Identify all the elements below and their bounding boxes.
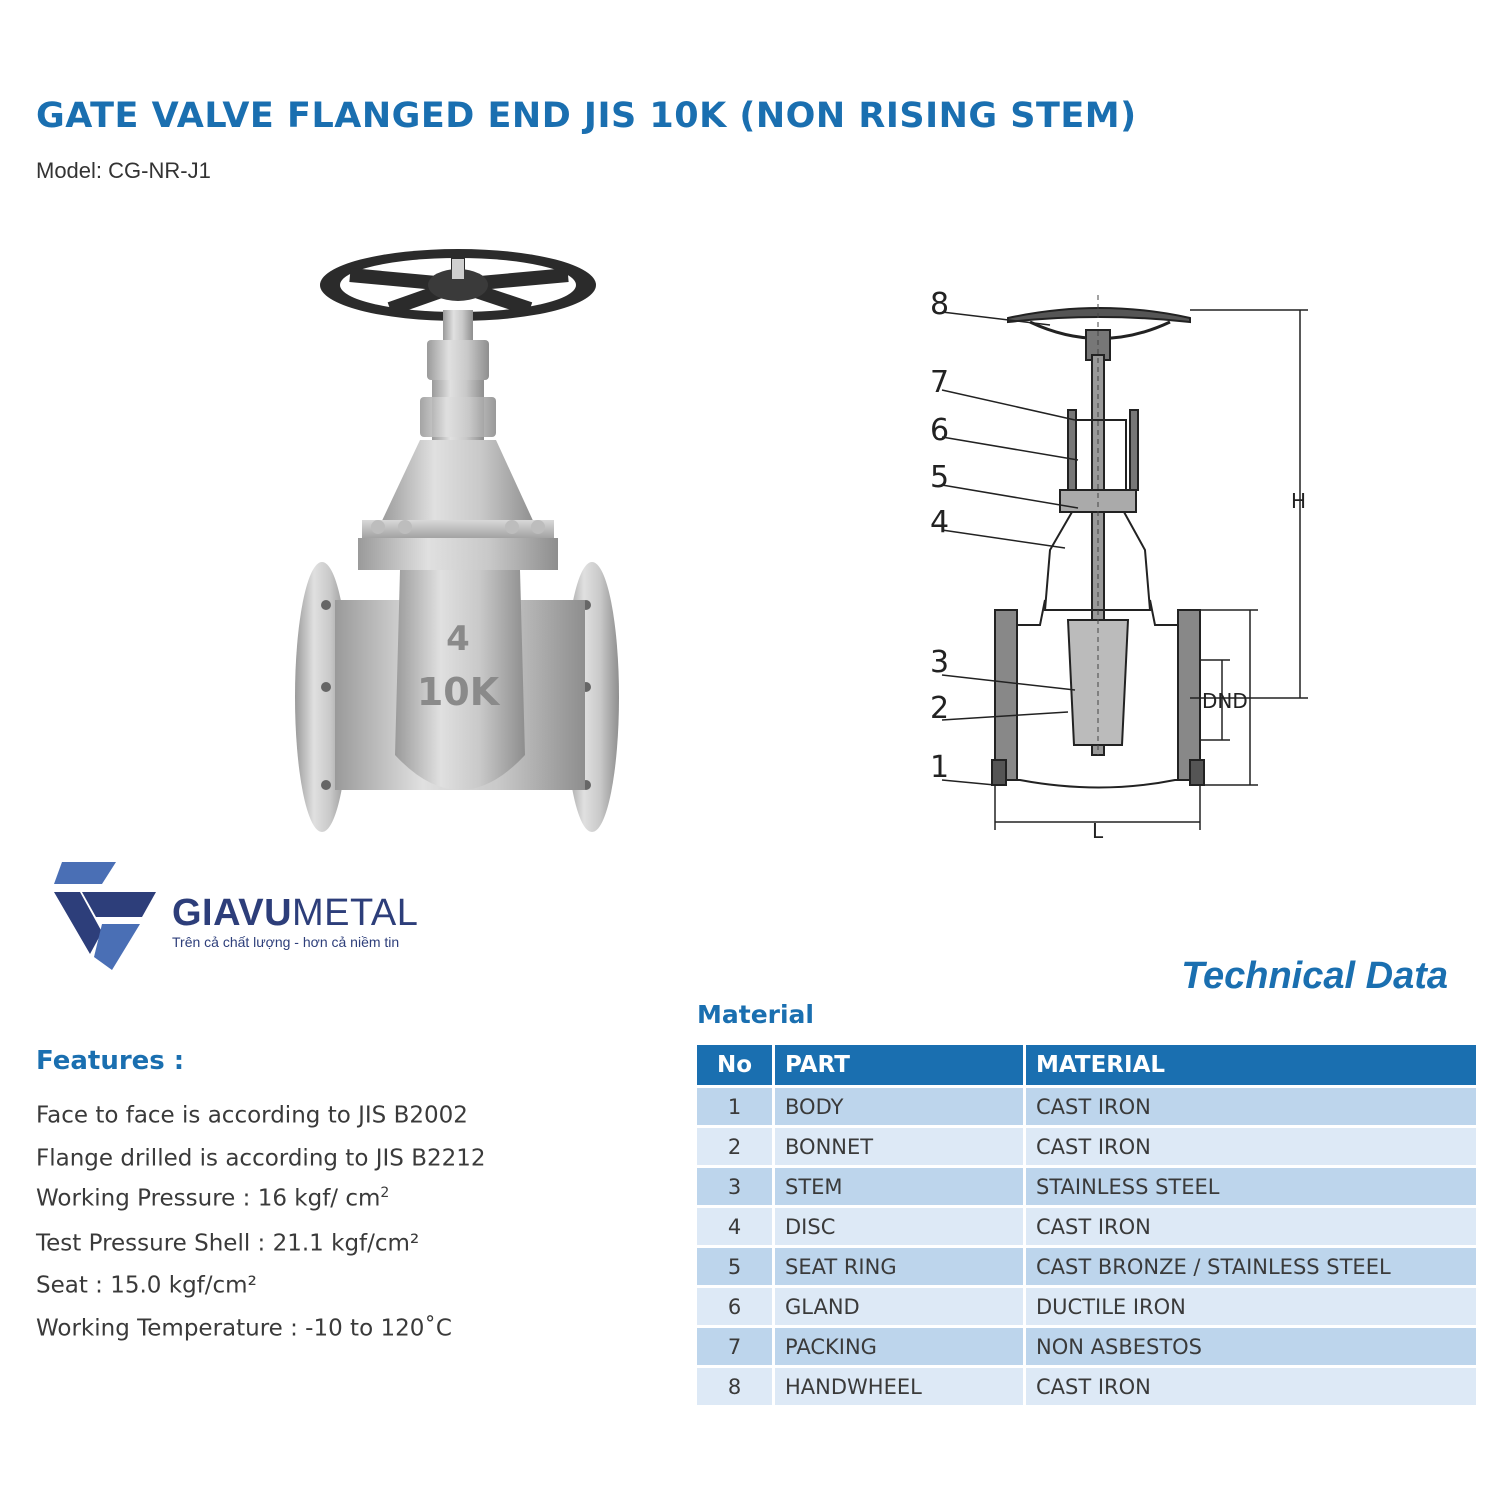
cell-part: PACKING: [775, 1328, 1026, 1368]
material-table: [697, 1045, 1476, 1408]
cell-no: 7: [697, 1328, 775, 1368]
part-number-label: 2: [930, 691, 950, 726]
cell-part: SEAT RING: [775, 1248, 1026, 1288]
feature-item: Working Pressure : 16 kgf/ $cm^2$: [36, 1185, 390, 1212]
cell-material: DUCTILE IRON: [1026, 1288, 1476, 1328]
cell-material: NON ASBESTOS: [1026, 1328, 1476, 1368]
part-number-label: 6: [930, 413, 950, 448]
part-number-label: 1: [930, 750, 950, 785]
cell-part: DISC: [775, 1208, 1026, 1248]
feature-item: Working Temperature : -10 to 120˚C: [36, 1315, 452, 1342]
cell-material: CAST IRON: [1026, 1368, 1476, 1408]
column-header-part: PART: [775, 1045, 1026, 1088]
part-number-label: 5: [930, 460, 950, 495]
table-row: [697, 1248, 1476, 1288]
cell-no: 2: [697, 1128, 775, 1168]
cell-no: 6: [697, 1288, 775, 1328]
brand-name-part1: GIAVU: [172, 892, 293, 934]
brand-name: [172, 892, 418, 935]
cell-no: 3: [697, 1168, 775, 1208]
feature-item: Test Pressure Shell : 21.1 kgf/cm²: [36, 1230, 420, 1257]
part-number-label: 3: [930, 645, 950, 680]
cell-part: STEM: [775, 1168, 1026, 1208]
table-row: [697, 1088, 1476, 1128]
cell-material: CAST IRON: [1026, 1128, 1476, 1168]
features-title: Features :: [36, 1046, 185, 1076]
cell-part: BONNET: [775, 1128, 1026, 1168]
part-number-label: 4: [930, 505, 950, 540]
model-label: Model: CG-NR-J1: [36, 158, 211, 183]
table-row: [697, 1128, 1476, 1168]
column-header-no: No: [697, 1045, 775, 1088]
page-title: GATE VALVE FLANGED END JIS 10K (NON RISING STEM): [36, 96, 1137, 136]
cell-no: 4: [697, 1208, 775, 1248]
feature-item: Face to face is according to JIS B2002: [36, 1102, 468, 1129]
cell-no: 8: [697, 1368, 775, 1408]
giavumetal-logo-icon: [52, 862, 164, 970]
column-header-material: MATERIAL: [1026, 1045, 1476, 1088]
cell-material: STAINLESS STEEL: [1026, 1168, 1476, 1208]
dimension-h-label: H: [1291, 489, 1307, 513]
cell-material: CAST IRON: [1026, 1208, 1476, 1248]
cast-size-marking: 4: [446, 619, 470, 659]
cell-part: BODY: [775, 1088, 1026, 1128]
brand-slogan: Trên cả chất lượng - hơn cả niềm tin: [172, 934, 400, 950]
material-title: Material: [697, 1000, 814, 1029]
table-row: [697, 1288, 1476, 1328]
table-row: [697, 1208, 1476, 1248]
table-header-row: [697, 1045, 1476, 1088]
dimension-l-label: L: [1092, 819, 1104, 843]
cell-material: CAST BRONZE / STAINLESS STEEL: [1026, 1248, 1476, 1288]
cell-part: HANDWHEEL: [775, 1368, 1026, 1408]
cross-section-diagram: [900, 280, 1330, 850]
cell-part: GLAND: [775, 1288, 1026, 1328]
dimension-dnd-label: DND: [1202, 689, 1248, 713]
table-row: [697, 1328, 1476, 1368]
part-number-label: 8: [930, 287, 950, 322]
cast-rating-marking: 10K: [416, 670, 500, 714]
technical-data-title: Technical Data: [1181, 955, 1448, 997]
cell-material: CAST IRON: [1026, 1088, 1476, 1128]
table-row: [697, 1368, 1476, 1408]
cell-no: 1: [697, 1088, 775, 1128]
gate-valve-photo: [280, 235, 630, 840]
brand-name-part2: METAL: [292, 892, 419, 934]
part-number-label: 7: [930, 365, 950, 400]
table-row: [697, 1168, 1476, 1208]
feature-item: Seat : 15.0 kgf/cm²: [36, 1272, 257, 1299]
cell-no: 5: [697, 1248, 775, 1288]
features-list: [36, 1090, 486, 1345]
feature-item: Flange drilled is according to JIS B2212: [36, 1145, 486, 1172]
